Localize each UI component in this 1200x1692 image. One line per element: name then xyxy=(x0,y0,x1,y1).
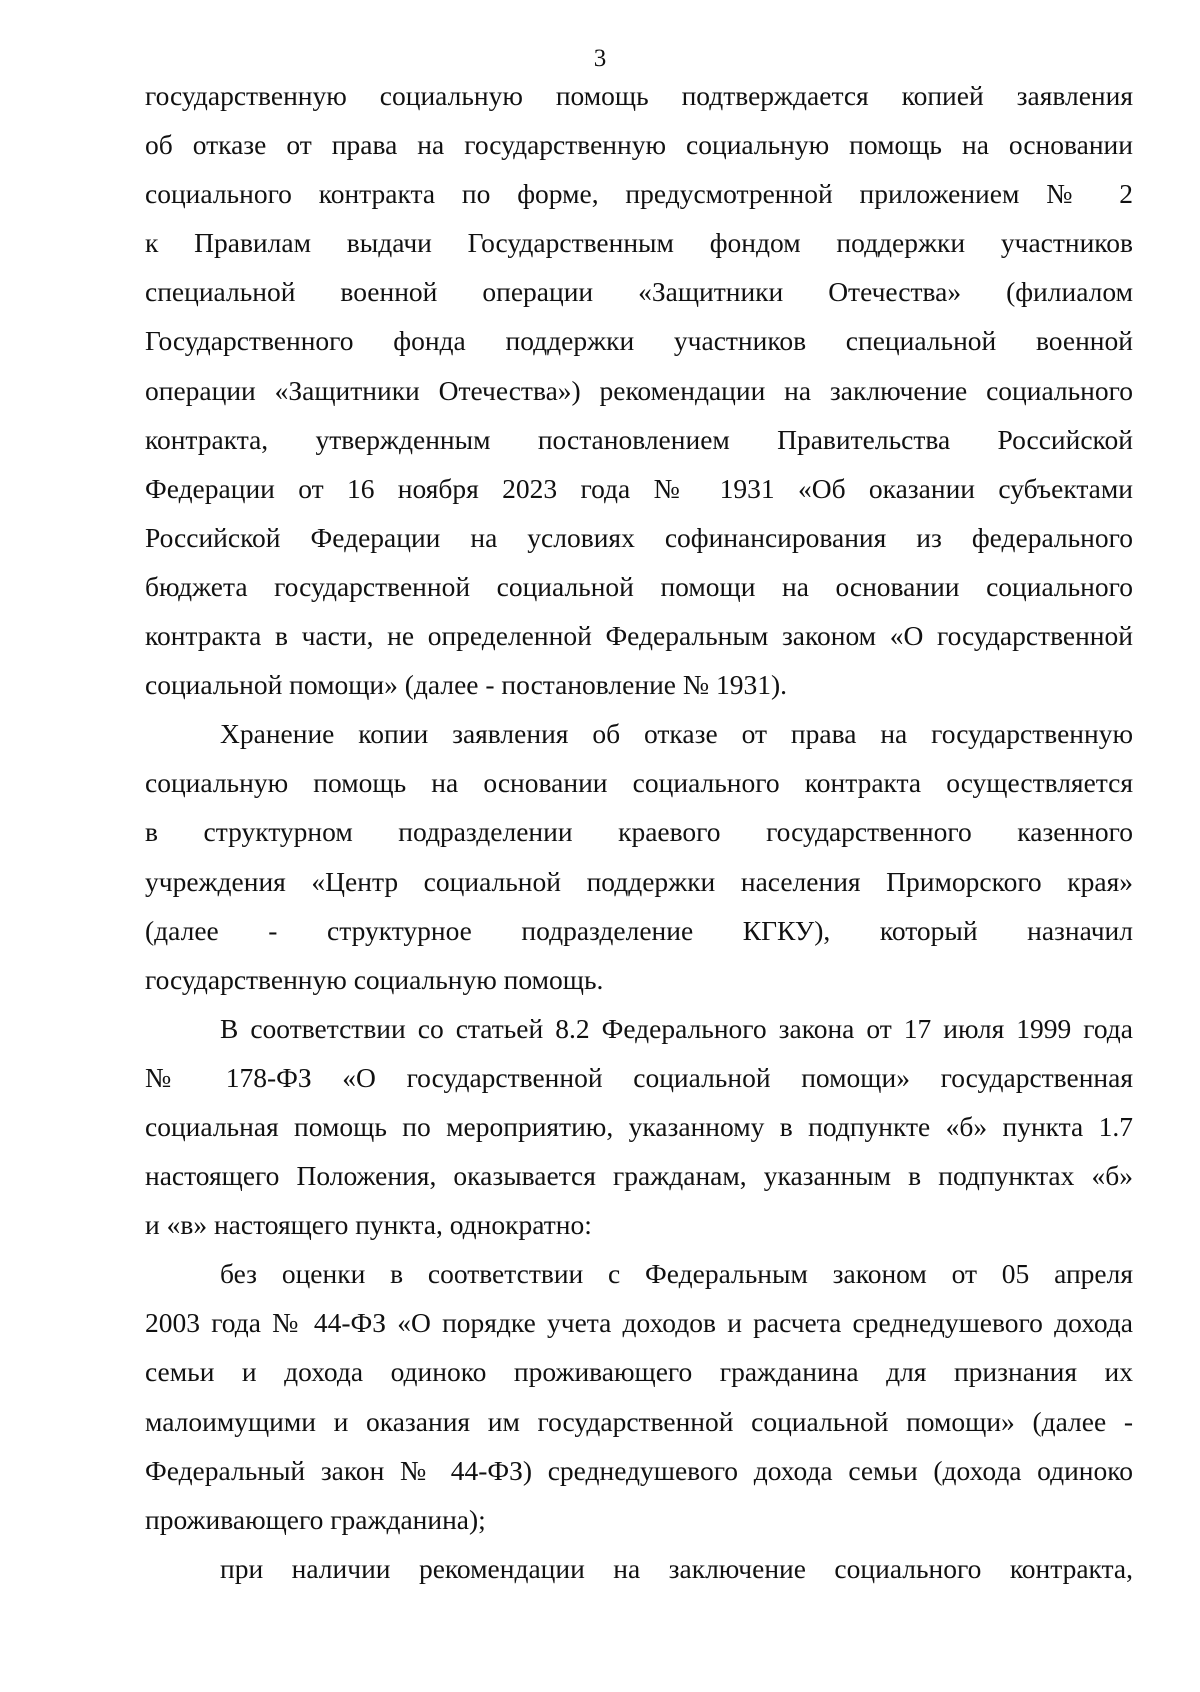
text-line: (далее - структурное подразделение КГКУ), который назначил xyxy=(145,914,1133,946)
text-line: В соответствии со статьей 8.2 Федерального закона от 17 июля 1999 года xyxy=(220,1012,1133,1044)
text-line: социальной помощи» (далее - постановление № 1931). xyxy=(145,669,788,701)
text-line: настоящего Положения, оказывается гражданам, указанным в подпунктах «б» xyxy=(145,1160,1133,1192)
text-line: государственную социальную помощь. xyxy=(145,963,604,995)
text-line: социальную помощь на основании социального контракта осуществляется xyxy=(145,767,1133,799)
page-number: 3 xyxy=(593,45,607,72)
text-line: Хранение копии заявления об отказе от права на государственную xyxy=(220,718,1133,750)
text-line: без оценки в соответствии с Федеральным законом от 05 апреля xyxy=(220,1258,1133,1290)
paragraph-4 xyxy=(145,1249,1133,1544)
text-line: проживающего гражданина); xyxy=(145,1503,486,1535)
text-line: Федерации от 16 ноября 2023 года № 1931 «Об оказании субъектами xyxy=(145,472,1133,504)
text-line: при наличии рекомендации на заключение социального контракта, xyxy=(220,1552,1133,1584)
text-line: Федеральный закон № 44-ФЗ) среднедушевого дохода семьи (дохода одиноко xyxy=(145,1454,1133,1486)
document-body xyxy=(145,71,1133,1593)
text-line: об отказе от права на государственную социальную помощь на основании xyxy=(145,129,1133,161)
text-line: в структурном подразделении краевого государственного казенного xyxy=(145,816,1133,848)
text-line: Российской Федерации на условиях софинансирования из федерального xyxy=(145,521,1133,553)
text-line: № 178-ФЗ «О государственной социальной помощи» государственная xyxy=(145,1061,1133,1093)
text-line: контракта в части, не определенной Федеральным законом «О государственной xyxy=(145,620,1133,652)
paragraph-5 xyxy=(145,1544,1133,1593)
paragraph-2 xyxy=(145,709,1133,1004)
text-line: семьи и дохода одиноко проживающего гражданина для признания их xyxy=(145,1356,1133,1388)
text-line: Государственного фонда поддержки участников специальной военной xyxy=(145,325,1133,357)
text-line: социального контракта по форме, предусмотренной приложением № 2 xyxy=(145,178,1133,210)
text-line: учреждения «Центр социальной поддержки населения Приморского края» xyxy=(145,865,1133,897)
text-line: бюджета государственной социальной помощи на основании социального xyxy=(145,570,1133,602)
paragraph-3 xyxy=(145,1004,1133,1249)
text-line: 2003 года № 44-ФЗ «О порядке учета доходов и расчета среднедушевого дохода xyxy=(145,1307,1133,1339)
text-line: малоимущими и оказания им государственной социальной помощи» (далее - xyxy=(145,1405,1133,1437)
text-line: контракта, утвержденным постановлением Правительства Российской xyxy=(145,423,1133,455)
text-line: социальная помощь по мероприятию, указанному в подпункте «б» пункта 1.7 xyxy=(145,1110,1133,1142)
text-line: специальной военной операции «Защитники Отечества» (филиалом xyxy=(145,276,1133,308)
text-line: государственную социальную помощь подтверждается копией заявления xyxy=(145,80,1133,111)
paragraph-1 xyxy=(145,71,1133,709)
text-line: к Правилам выдачи Государственным фондом поддержки участников xyxy=(145,227,1133,259)
text-line: операции «Защитники Отечества») рекомендации на заключение социального xyxy=(145,374,1133,406)
text-line: и «в» настоящего пункта, однократно: xyxy=(145,1209,592,1241)
